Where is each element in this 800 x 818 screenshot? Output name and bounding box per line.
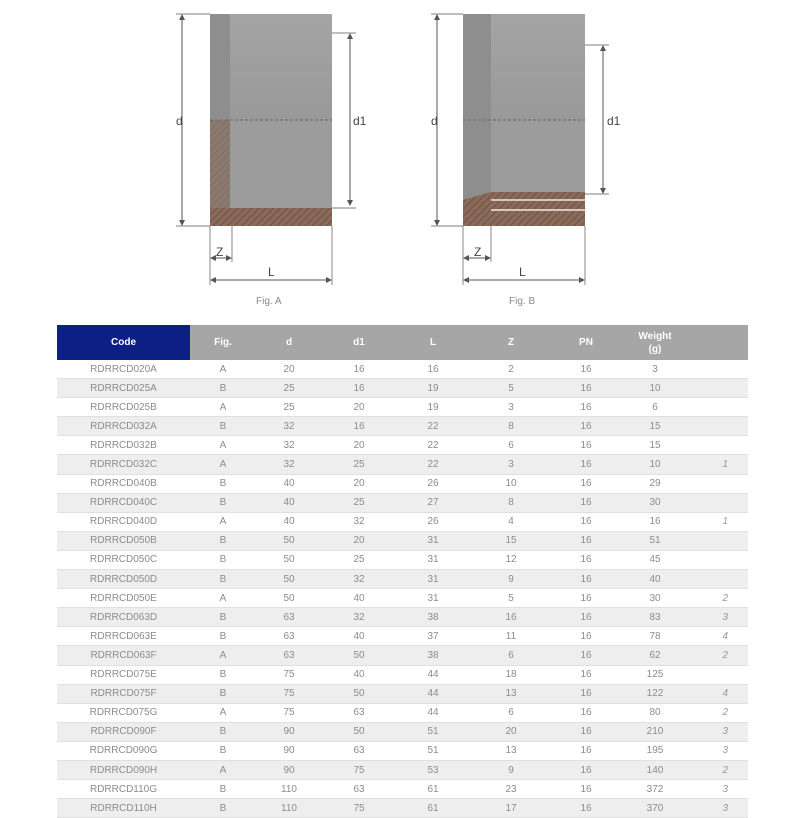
cell-note: 1 xyxy=(690,512,748,531)
cell-d1: 32 xyxy=(322,608,396,627)
cell-code: RDRRCD025A xyxy=(57,379,190,398)
cell-weight: 10 xyxy=(620,455,690,474)
cell-weight: 122 xyxy=(620,684,690,703)
cell-pn: 16 xyxy=(552,512,620,531)
fig-a-caption: Fig. A xyxy=(256,296,282,307)
cell-pn: 16 xyxy=(552,550,620,569)
cell-l: 51 xyxy=(396,741,470,760)
cell-note: 2 xyxy=(690,589,748,608)
cell-pn: 16 xyxy=(552,799,620,818)
table-row xyxy=(57,493,748,512)
cell-note: 4 xyxy=(690,684,748,703)
technical-drawings xyxy=(0,0,800,310)
cell-fig: A xyxy=(190,455,256,474)
cell-d1: 32 xyxy=(322,512,396,531)
cell-z: 16 xyxy=(470,608,552,627)
cell-weight: 370 xyxy=(620,799,690,818)
cell-z: 8 xyxy=(470,493,552,512)
table-row xyxy=(57,550,748,569)
cell-l: 61 xyxy=(396,780,470,799)
cell-l: 22 xyxy=(396,436,470,455)
cell-d1: 25 xyxy=(322,493,396,512)
cell-weight: 30 xyxy=(620,589,690,608)
cell-l: 44 xyxy=(396,684,470,703)
cell-weight: 16 xyxy=(620,512,690,531)
cell-d1: 75 xyxy=(322,799,396,818)
cell-weight: 3 xyxy=(620,360,690,379)
cell-pn: 16 xyxy=(552,417,620,436)
table-row xyxy=(57,760,748,779)
cell-d: 50 xyxy=(256,531,322,550)
cell-note: 3 xyxy=(690,608,748,627)
cell-code: RDRRCD090H xyxy=(57,760,190,779)
cell-l: 37 xyxy=(396,627,470,646)
cell-weight: 140 xyxy=(620,760,690,779)
cell-note: 3 xyxy=(690,780,748,799)
cell-d: 90 xyxy=(256,741,322,760)
cell-l: 31 xyxy=(396,550,470,569)
cell-pn: 16 xyxy=(552,570,620,589)
cell-fig: A xyxy=(190,646,256,665)
cell-z: 15 xyxy=(470,531,552,550)
cell-note: 3 xyxy=(690,799,748,818)
cell-d1: 16 xyxy=(322,379,396,398)
cell-fig: B xyxy=(190,799,256,818)
cell-note xyxy=(690,531,748,550)
table-row xyxy=(57,589,748,608)
cell-code: RDRRCD040D xyxy=(57,512,190,531)
cell-l: 27 xyxy=(396,493,470,512)
cell-d1: 50 xyxy=(322,722,396,741)
cell-code: RDRRCD050B xyxy=(57,531,190,550)
cell-d1: 25 xyxy=(322,455,396,474)
cell-weight: 29 xyxy=(620,474,690,493)
header-d: d xyxy=(256,325,322,360)
cell-note xyxy=(690,398,748,417)
table-row xyxy=(57,608,748,627)
cell-code: RDRRCD025B xyxy=(57,398,190,417)
cell-z: 23 xyxy=(470,780,552,799)
cell-note: 4 xyxy=(690,627,748,646)
cell-weight: 51 xyxy=(620,531,690,550)
cell-weight: 62 xyxy=(620,646,690,665)
cell-weight: 195 xyxy=(620,741,690,760)
cell-l: 22 xyxy=(396,417,470,436)
cell-d1: 20 xyxy=(322,531,396,550)
table-row xyxy=(57,799,748,818)
cell-z: 8 xyxy=(470,417,552,436)
cell-note xyxy=(690,493,748,512)
cell-weight: 10 xyxy=(620,379,690,398)
table-row xyxy=(57,684,748,703)
cell-d: 63 xyxy=(256,608,322,627)
cell-d1: 63 xyxy=(322,703,396,722)
cell-l: 38 xyxy=(396,608,470,627)
cell-d: 50 xyxy=(256,550,322,569)
cell-l: 51 xyxy=(396,722,470,741)
cell-weight: 15 xyxy=(620,436,690,455)
cell-z: 13 xyxy=(470,741,552,760)
cell-pn: 16 xyxy=(552,474,620,493)
header-weight-label: Weight xyxy=(638,330,672,342)
cell-l: 53 xyxy=(396,760,470,779)
cell-pn: 16 xyxy=(552,722,620,741)
cell-pn: 16 xyxy=(552,741,620,760)
cell-code: RDRRCD090F xyxy=(57,722,190,741)
table-row xyxy=(57,379,748,398)
cell-l: 26 xyxy=(396,512,470,531)
cell-pn: 16 xyxy=(552,379,620,398)
cell-weight: 30 xyxy=(620,493,690,512)
cell-d: 50 xyxy=(256,570,322,589)
cell-fig: B xyxy=(190,684,256,703)
cell-code: RDRRCD032B xyxy=(57,436,190,455)
cell-code: RDRRCD075E xyxy=(57,665,190,684)
cell-pn: 16 xyxy=(552,493,620,512)
cell-weight: 372 xyxy=(620,780,690,799)
table-row xyxy=(57,398,748,417)
cell-d: 63 xyxy=(256,646,322,665)
cell-weight: 210 xyxy=(620,722,690,741)
cell-pn: 16 xyxy=(552,703,620,722)
cell-d: 40 xyxy=(256,512,322,531)
cell-code: RDRRCD063D xyxy=(57,608,190,627)
cell-z: 6 xyxy=(470,703,552,722)
figure-a-drawing xyxy=(176,14,367,285)
cell-fig: B xyxy=(190,474,256,493)
cell-z: 4 xyxy=(470,512,552,531)
table-row xyxy=(57,436,748,455)
cell-weight: 78 xyxy=(620,627,690,646)
cell-d1: 50 xyxy=(322,646,396,665)
cell-l: 16 xyxy=(396,360,470,379)
cell-z: 9 xyxy=(470,760,552,779)
cell-note xyxy=(690,379,748,398)
cell-code: RDRRCD063F xyxy=(57,646,190,665)
cell-d1: 63 xyxy=(322,780,396,799)
cell-z: 13 xyxy=(470,684,552,703)
header-code: Code xyxy=(57,325,190,360)
cell-d1: 16 xyxy=(322,417,396,436)
table-row xyxy=(57,722,748,741)
cell-d: 75 xyxy=(256,703,322,722)
cell-fig: B xyxy=(190,550,256,569)
cell-pn: 16 xyxy=(552,589,620,608)
cell-fig: B xyxy=(190,780,256,799)
cell-fig: B xyxy=(190,570,256,589)
cell-weight: 15 xyxy=(620,417,690,436)
cell-note: 3 xyxy=(690,722,748,741)
cell-fig: B xyxy=(190,627,256,646)
cell-fig: A xyxy=(190,360,256,379)
cell-d1: 32 xyxy=(322,570,396,589)
cell-d1: 20 xyxy=(322,474,396,493)
cell-d: 63 xyxy=(256,627,322,646)
cell-d: 32 xyxy=(256,455,322,474)
cell-d: 50 xyxy=(256,589,322,608)
table-row xyxy=(57,646,748,665)
table-row xyxy=(57,455,748,474)
cell-z: 9 xyxy=(470,570,552,589)
cell-z: 6 xyxy=(470,436,552,455)
fig-b-label-d1: d1 xyxy=(607,114,621,128)
cell-d1: 40 xyxy=(322,627,396,646)
cell-note xyxy=(690,436,748,455)
cell-code: RDRRCD050E xyxy=(57,589,190,608)
cell-z: 12 xyxy=(470,550,552,569)
cell-fig: A xyxy=(190,436,256,455)
cell-l: 61 xyxy=(396,799,470,818)
cell-z: 17 xyxy=(470,799,552,818)
cell-code: RDRRCD032A xyxy=(57,417,190,436)
cell-l: 19 xyxy=(396,379,470,398)
cell-d: 25 xyxy=(256,379,322,398)
cell-d1: 25 xyxy=(322,550,396,569)
header-d1: d1 xyxy=(322,325,396,360)
table-row xyxy=(57,531,748,550)
cell-z: 3 xyxy=(470,398,552,417)
cell-fig: B xyxy=(190,741,256,760)
cell-note xyxy=(690,474,748,493)
cell-code: RDRRCD040C xyxy=(57,493,190,512)
cell-d1: 20 xyxy=(322,436,396,455)
cell-d: 90 xyxy=(256,760,322,779)
header-weight-unit: (g) xyxy=(648,343,662,355)
cell-pn: 16 xyxy=(552,646,620,665)
fig-b-label-z: Z xyxy=(474,245,482,259)
cell-note xyxy=(690,417,748,436)
cell-d1: 63 xyxy=(322,741,396,760)
cell-weight: 80 xyxy=(620,703,690,722)
table-row xyxy=(57,570,748,589)
header-l: L xyxy=(396,325,470,360)
cell-pn: 16 xyxy=(552,608,620,627)
cell-l: 26 xyxy=(396,474,470,493)
cell-code: RDRRCD075G xyxy=(57,703,190,722)
cell-l: 19 xyxy=(396,398,470,417)
cell-pn: 16 xyxy=(552,436,620,455)
cell-code: RDRRCD032C xyxy=(57,455,190,474)
cell-z: 11 xyxy=(470,627,552,646)
cell-fig: A xyxy=(190,512,256,531)
cell-fig: A xyxy=(190,703,256,722)
cell-l: 44 xyxy=(396,703,470,722)
table-row xyxy=(57,417,748,436)
cell-fig: B xyxy=(190,417,256,436)
cell-d1: 16 xyxy=(322,360,396,379)
cell-d: 40 xyxy=(256,493,322,512)
cell-z: 3 xyxy=(470,455,552,474)
header-z: Z xyxy=(470,325,552,360)
cell-pn: 16 xyxy=(552,398,620,417)
cell-pn: 16 xyxy=(552,531,620,550)
cell-weight: 83 xyxy=(620,608,690,627)
table-row xyxy=(57,665,748,684)
table-row xyxy=(57,741,748,760)
table-row xyxy=(57,703,748,722)
cell-note: 2 xyxy=(690,703,748,722)
cell-fig: B xyxy=(190,608,256,627)
cell-pn: 16 xyxy=(552,665,620,684)
cell-d1: 40 xyxy=(322,589,396,608)
cell-l: 38 xyxy=(396,646,470,665)
header-weight xyxy=(620,325,690,360)
cell-code: RDRRCD050C xyxy=(57,550,190,569)
cell-pn: 16 xyxy=(552,455,620,474)
header-note xyxy=(690,325,748,360)
cell-z: 18 xyxy=(470,665,552,684)
cell-z: 5 xyxy=(470,589,552,608)
cell-note xyxy=(690,550,748,569)
cell-code: RDRRCD075F xyxy=(57,684,190,703)
fig-a-label-d: d xyxy=(176,114,183,128)
cell-d1: 50 xyxy=(322,684,396,703)
cell-note: 1 xyxy=(690,455,748,474)
cell-d: 75 xyxy=(256,665,322,684)
cell-d: 32 xyxy=(256,417,322,436)
cell-d: 110 xyxy=(256,799,322,818)
cell-fig: B xyxy=(190,493,256,512)
cell-note xyxy=(690,665,748,684)
cell-d: 90 xyxy=(256,722,322,741)
cell-pn: 16 xyxy=(552,627,620,646)
cell-d: 110 xyxy=(256,780,322,799)
cell-z: 5 xyxy=(470,379,552,398)
cell-d1: 75 xyxy=(322,760,396,779)
header-pn: PN xyxy=(552,325,620,360)
cell-d: 25 xyxy=(256,398,322,417)
product-table xyxy=(57,325,748,818)
cell-d1: 20 xyxy=(322,398,396,417)
cell-fig: A xyxy=(190,760,256,779)
figure-b-drawing xyxy=(431,14,621,285)
cell-note xyxy=(690,360,748,379)
cell-l: 31 xyxy=(396,589,470,608)
cell-fig: B xyxy=(190,665,256,684)
fig-b-label-d: d xyxy=(431,114,438,128)
cell-code: RDRRCD090G xyxy=(57,741,190,760)
cell-d: 40 xyxy=(256,474,322,493)
cell-note: 2 xyxy=(690,646,748,665)
table-row xyxy=(57,627,748,646)
cell-code: RDRRCD110G xyxy=(57,780,190,799)
table-row xyxy=(57,780,748,799)
cell-weight: 40 xyxy=(620,570,690,589)
cell-z: 6 xyxy=(470,646,552,665)
cell-fig: A xyxy=(190,589,256,608)
cell-z: 2 xyxy=(470,360,552,379)
table-row xyxy=(57,474,748,493)
cell-weight: 125 xyxy=(620,665,690,684)
table-header-row xyxy=(57,325,748,360)
cell-note xyxy=(690,570,748,589)
table-row xyxy=(57,360,748,379)
table-row xyxy=(57,512,748,531)
cell-z: 10 xyxy=(470,474,552,493)
cell-pn: 16 xyxy=(552,360,620,379)
cell-l: 22 xyxy=(396,455,470,474)
cell-fig: B xyxy=(190,722,256,741)
fig-b-label-l: L xyxy=(519,265,526,279)
cell-weight: 6 xyxy=(620,398,690,417)
cell-weight: 45 xyxy=(620,550,690,569)
cell-code: RDRRCD040B xyxy=(57,474,190,493)
cell-l: 44 xyxy=(396,665,470,684)
cell-note: 2 xyxy=(690,760,748,779)
cell-d: 20 xyxy=(256,360,322,379)
cell-z: 20 xyxy=(470,722,552,741)
cell-l: 31 xyxy=(396,570,470,589)
cell-fig: A xyxy=(190,398,256,417)
cell-code: RDRRCD110H xyxy=(57,799,190,818)
cell-fig: B xyxy=(190,531,256,550)
cell-note: 3 xyxy=(690,741,748,760)
cell-l: 31 xyxy=(396,531,470,550)
cell-d: 32 xyxy=(256,436,322,455)
cell-code: RDRRCD063E xyxy=(57,627,190,646)
cell-pn: 16 xyxy=(552,684,620,703)
header-fig: Fig. xyxy=(190,325,256,360)
cell-fig: B xyxy=(190,379,256,398)
cell-code: RDRRCD050D xyxy=(57,570,190,589)
cell-d: 75 xyxy=(256,684,322,703)
cell-pn: 16 xyxy=(552,780,620,799)
cell-pn: 16 xyxy=(552,760,620,779)
cell-d1: 40 xyxy=(322,665,396,684)
fig-b-caption: Fig. B xyxy=(509,296,536,307)
fig-a-label-z: Z xyxy=(216,245,224,259)
fig-a-label-d1: d1 xyxy=(353,114,367,128)
cell-code: RDRRCD020A xyxy=(57,360,190,379)
fig-a-label-l: L xyxy=(268,265,275,279)
